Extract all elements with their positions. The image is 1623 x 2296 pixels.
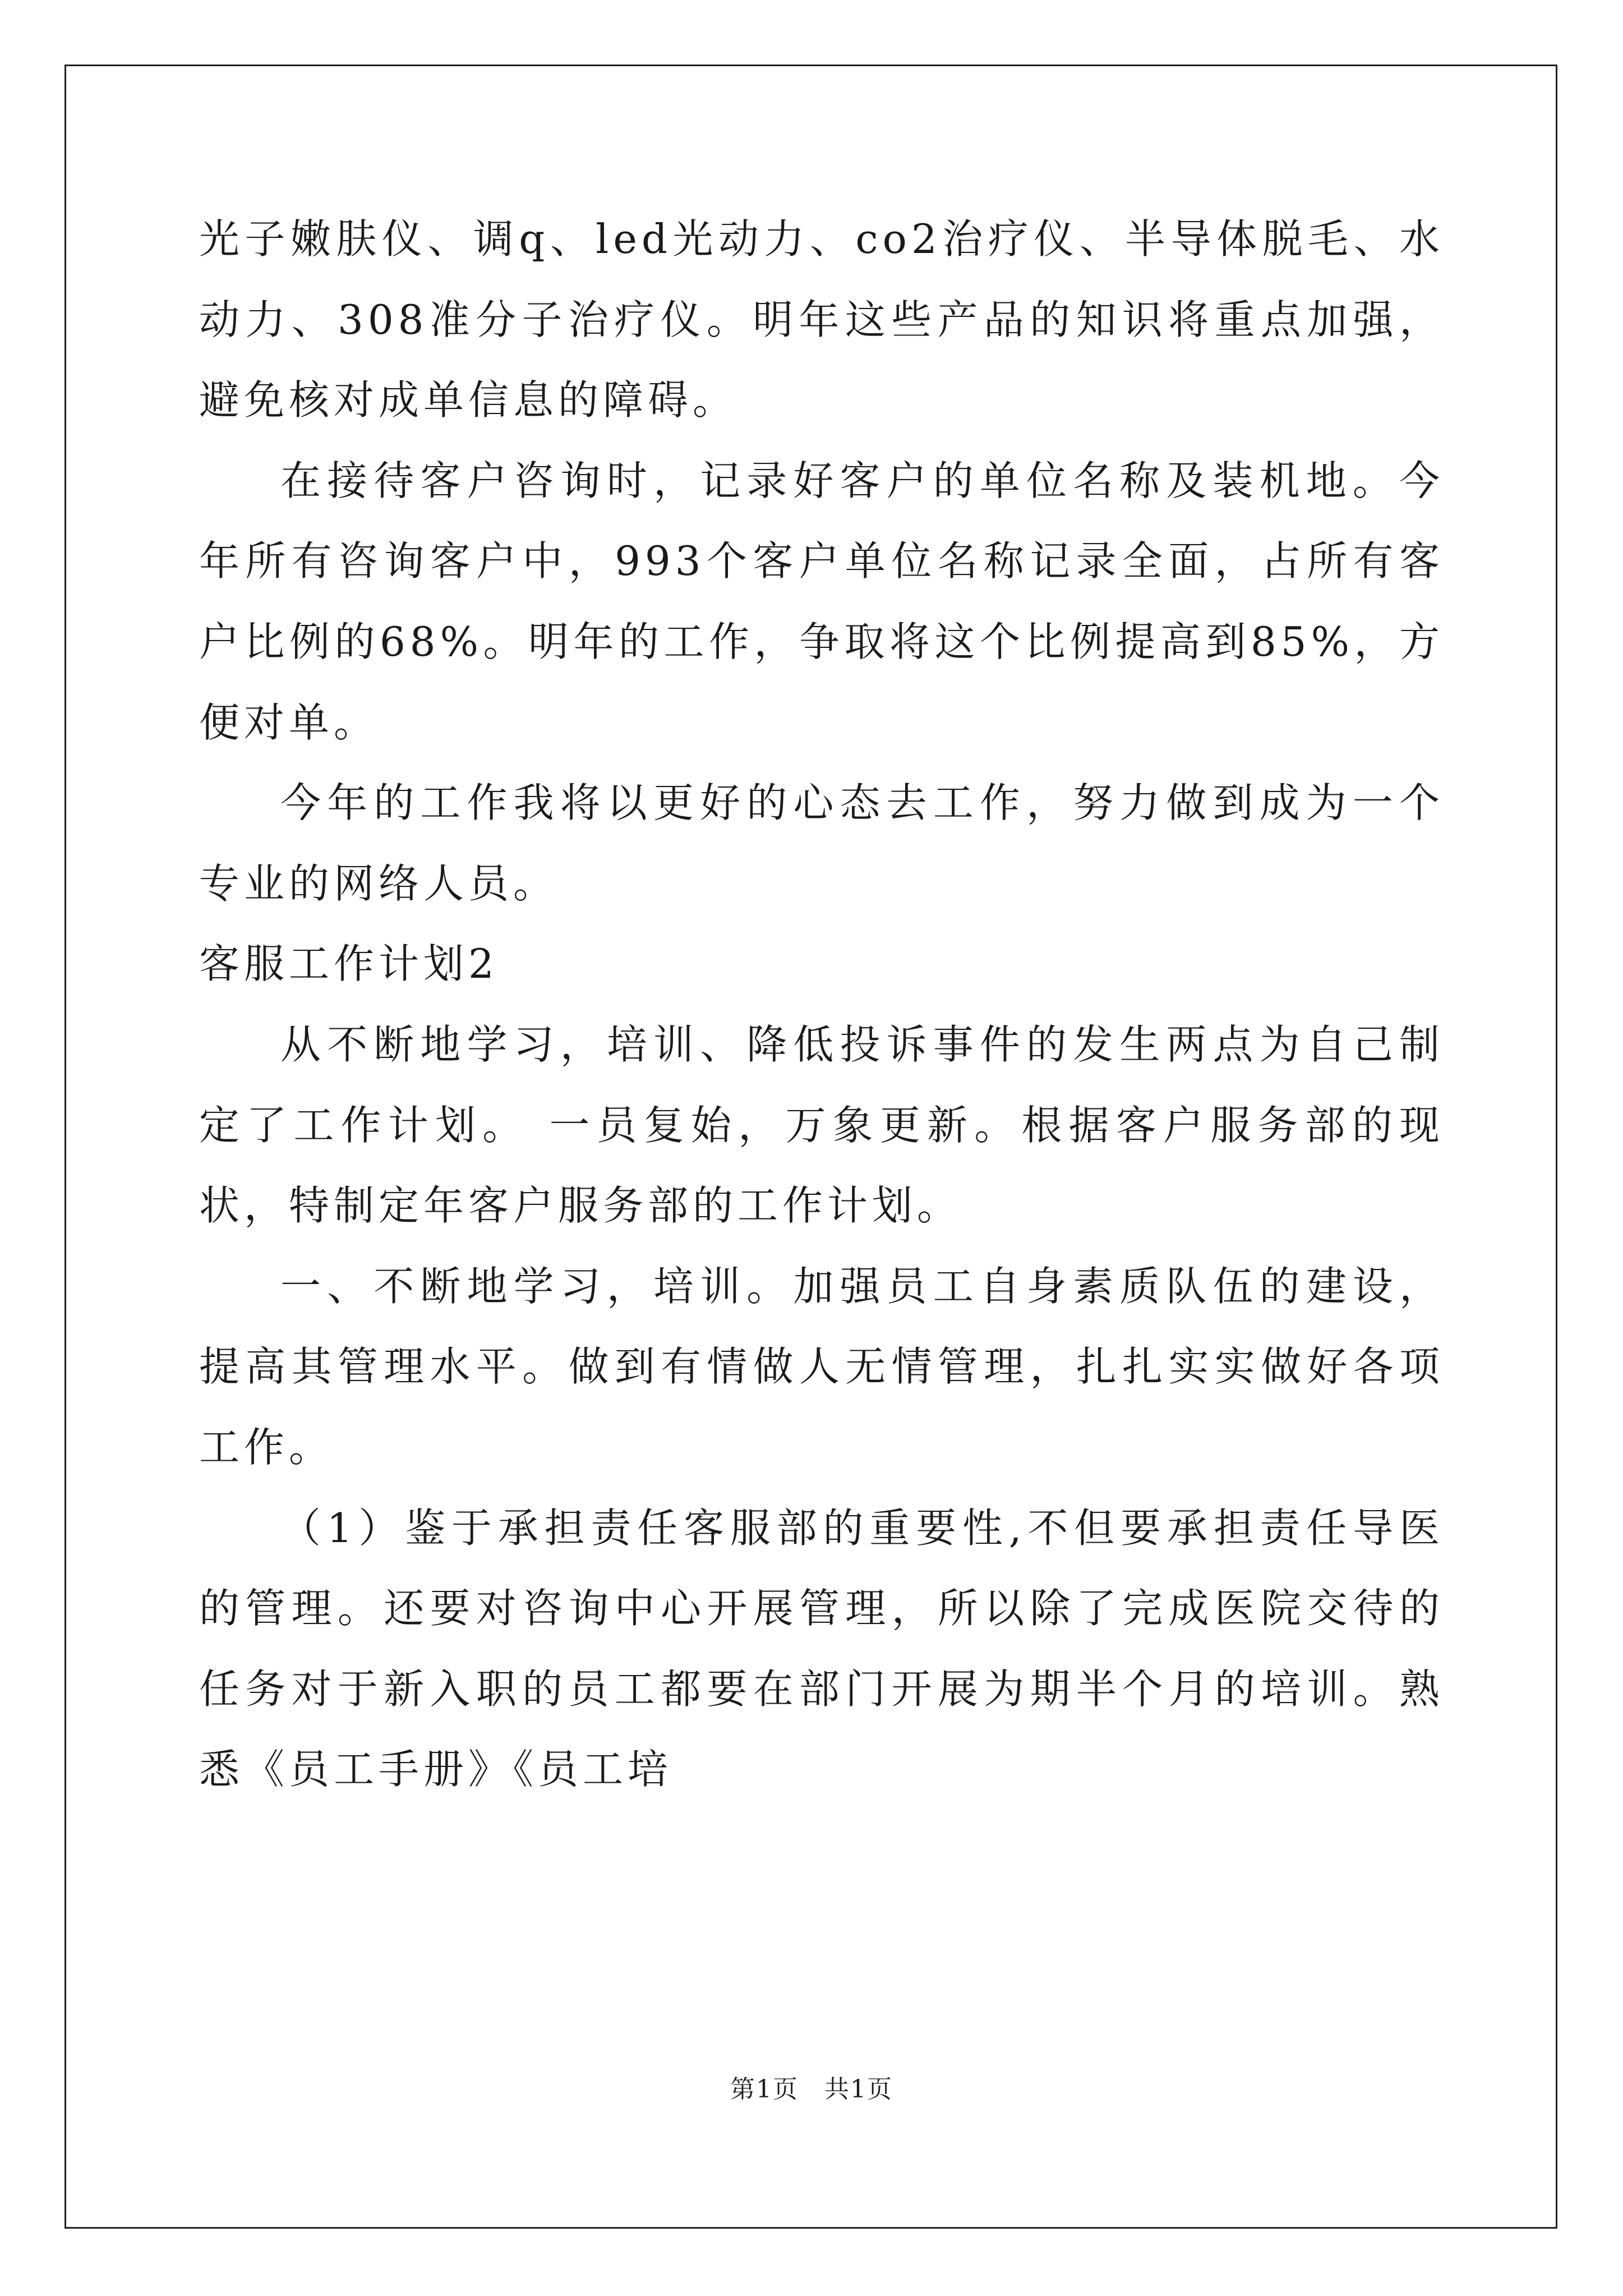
paragraph-4: 从不断地学习，培训、降低投诉事件的发生两点为自己制定了工作计划。 一员复始，万象更新。根据客户服务部的现状，特制定年客户服务部的工作计划。: [199, 1020, 1444, 1230]
paragraph-2: 在接待客户咨询时，记录好客户的单位名称及装机地。今年所有咨询客户中，993个客户单位名称记录全面，占所有客户比例的68%。明年的工作，争取将这个比例提高到85%，方便对单。: [199, 457, 1444, 746]
paragraph-3: 今年的工作我将以更好的心态去工作，努力做到成为一个专业的网络人员。: [199, 779, 1444, 907]
paragraph-5: 一、不断地学习，培训。加强员工自身素质队伍的建设，提高其管理水平。做到有情做人无情管理，扎扎实实做好各项工作。: [199, 1262, 1444, 1471]
paragraph-1: 光子嫩肤仪、调q、led光动力、co2治疗仪、半导体脱毛、水动力、308准分子治疗仪。明年这些产品的知识将重点加强，避免核对成单信息的障碍。: [199, 215, 1444, 424]
document-body: [199, 199, 1444, 1810]
section-heading: 客服工作计划2: [199, 940, 499, 988]
paragraph-6: （1）鉴于承担责任客服部的重要性,不但要承担责任导医的管理。还要对咨询中心开展管理，所以除了完成医院交待的任务对于新入职的员工都要在部门开展为期半个月的培训。熟悉《员工手册》《员工培: [199, 1504, 1444, 1793]
page-footer: 第1页 共1页: [730, 2075, 893, 2104]
